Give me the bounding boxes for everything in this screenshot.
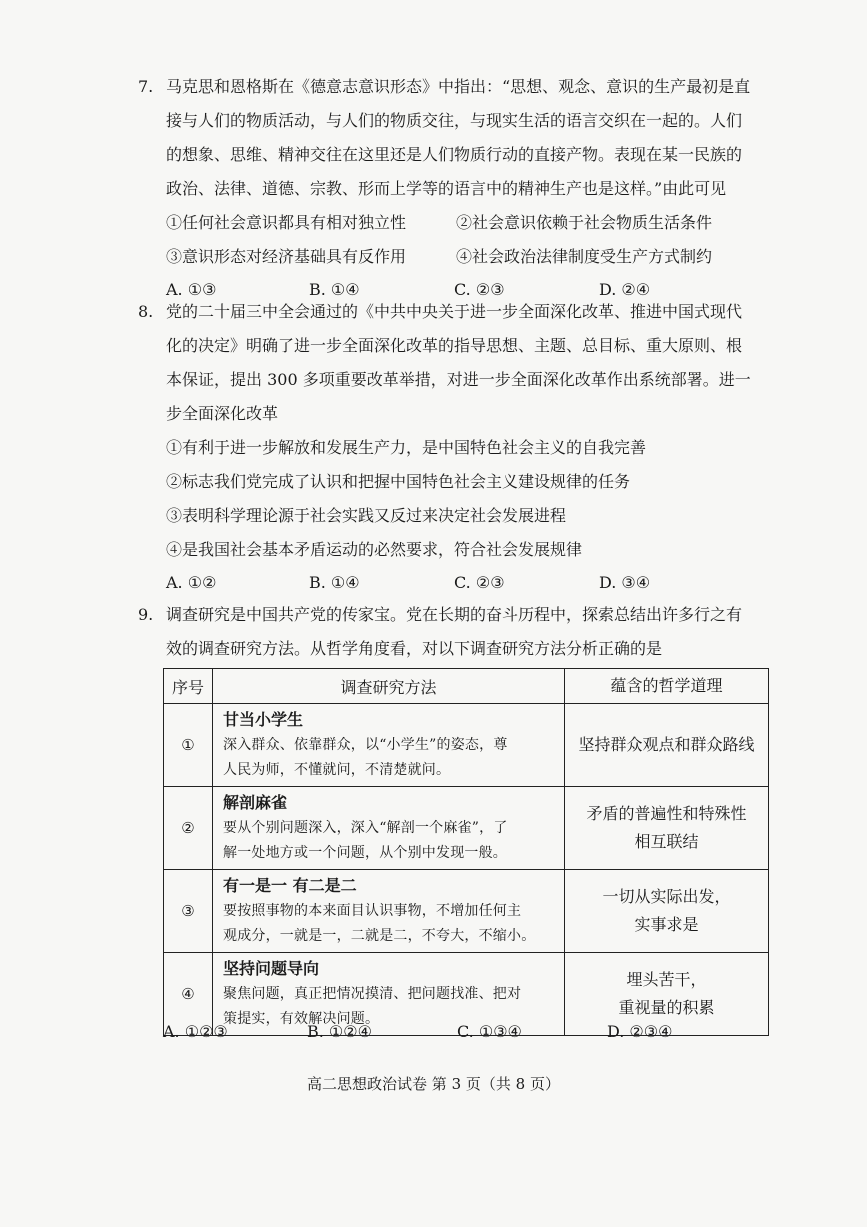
statement-row <box>140 240 755 274</box>
question-text-line: 步全面深化改革 <box>166 404 279 423</box>
row-number: ③ <box>164 870 213 953</box>
row-number: ④ <box>164 953 213 1036</box>
method-title: 坚持问题导向 <box>223 959 320 978</box>
principle-cell <box>565 704 769 787</box>
principle-line: 相互联结 <box>634 832 699 851</box>
row-number: ① <box>164 704 213 787</box>
question-number: 7. <box>138 77 154 96</box>
option-b[interactable]: B. ①④ <box>309 573 360 592</box>
principle-line: 实事求是 <box>634 915 699 934</box>
option-d[interactable]: D. ②④ <box>599 280 651 299</box>
table-row <box>164 704 769 787</box>
table-row <box>164 787 769 870</box>
method-desc: 要从个别问题深入，深入“解剖一个麻雀”，了 <box>223 820 508 836</box>
method-desc: 解一处地方或一个问题，从个别中发现一般。 <box>223 845 507 861</box>
statement: ③意识形态对经济基础具有反作用 <box>166 247 407 266</box>
principle-cell <box>565 787 769 870</box>
option-d[interactable]: D. ③④ <box>599 573 651 592</box>
statement: ④社会政治法律制度受生产方式制约 <box>456 247 713 266</box>
statement-row <box>140 206 755 240</box>
method-cell <box>213 787 565 870</box>
method-desc: 聚焦问题，真正把情况摸清、把问题找准、把对 <box>223 986 522 1002</box>
statement: ②标志我们党完成了认识和把握中国特色社会主义建设规律的任务 <box>166 472 631 491</box>
row-number: ② <box>164 787 213 870</box>
question-number: 9. <box>138 605 154 624</box>
question-text-line: 马克思和恩格斯在《德意志意识形态》中指出：“思想、观念、意识的生产最初是直 <box>166 77 751 96</box>
method-title: 甘当小学生 <box>223 710 304 729</box>
option-b[interactable]: B. ①②④ <box>307 1022 372 1041</box>
method-desc: 要按照事物的本来面目认识事物，不增加任何主 <box>223 903 522 919</box>
option-c[interactable]: C. ①③④ <box>457 1022 522 1041</box>
page-footer: 高二思想政治试卷 第 3 页（共 8 页） <box>307 1075 560 1093</box>
statement: ①有利于进一步解放和发展生产力，是中国特色社会主义的自我完善 <box>166 438 647 457</box>
method-desc: 观成分，一就是一，二就是二，不夸大，不缩小。 <box>223 928 536 944</box>
option-b[interactable]: B. ①④ <box>309 280 360 299</box>
statement: ③表明科学理论源于社会实践又反过来决定社会发展进程 <box>166 506 567 525</box>
option-c[interactable]: C. ②③ <box>454 573 505 592</box>
statement: ①任何社会意识都具有相对独立性 <box>166 213 407 232</box>
question-text-line: 接与人们的物质活动，与人们的物质交往，与现实生活的语言交织在一起的。人们 <box>166 111 743 130</box>
method-cell <box>213 704 565 787</box>
method-title: 有一是一 有二是二 <box>223 876 357 895</box>
option-a[interactable]: A. ①② <box>166 573 217 592</box>
principle-line: 埋头苦干， <box>626 970 707 989</box>
question-text-line: 政治、法律、道德、宗教、形而上学等的语言中的精神生产也是这样。”由此可见 <box>166 179 727 198</box>
method-desc: 深入群众、依靠群众，以“小学生”的姿态，尊 <box>223 737 508 753</box>
principle-cell <box>565 870 769 953</box>
question-text-line: 调查研究是中国共产党的传家宝。党在长期的奋斗历程中，探索总结出许多行之有 <box>166 605 743 624</box>
option-c[interactable]: C. ②③ <box>454 280 505 299</box>
option-a[interactable]: A. ①②③ <box>163 1022 228 1041</box>
principle-line: 矛盾的普遍性和特殊性 <box>586 804 747 823</box>
statement: ②社会意识依赖于社会物质生活条件 <box>456 213 713 232</box>
option-d[interactable]: D. ②③④ <box>607 1022 673 1041</box>
method-desc: 人民为师，不懂就问，不清楚就问。 <box>223 762 451 778</box>
question-9 <box>140 598 755 666</box>
survey-methods-table <box>163 668 769 1036</box>
method-title: 解剖麻雀 <box>223 793 288 812</box>
answer-options <box>163 1022 672 1041</box>
question-8 <box>140 295 755 599</box>
question-number: 8. <box>138 302 154 321</box>
question-text-line: 的想象、思维、精神交往在这里还是人们物质行动的直接产物。表现在某一民族的 <box>166 145 743 164</box>
question-text-line: 效的调查研究方法。从哲学角度看，对以下调查研究方法分析正确的是 <box>166 639 663 658</box>
question-text-line: 党的二十届三中全会通过的《中共中央关于进一步全面深化改革、推进中国式现代 <box>166 302 743 321</box>
principle-line: 一切从实际出发， <box>602 887 731 906</box>
table-header: 调查研究方法 <box>213 669 565 704</box>
question-text-line: 化的决定》明确了进一步全面深化改革的指导思想、主题、总目标、重大原则、根 <box>166 336 743 355</box>
principle-line: 坚持群众观点和群众路线 <box>578 735 755 754</box>
question-7 <box>140 70 755 306</box>
statement: ④是我国社会基本矛盾运动的必然要求，符合社会发展规律 <box>166 540 583 559</box>
method-cell <box>213 870 565 953</box>
table-header: 蕴含的哲学道理 <box>565 669 769 704</box>
option-a[interactable]: A. ①③ <box>166 280 217 299</box>
table-row <box>164 870 769 953</box>
answer-options <box>140 567 755 599</box>
question-text-line: 本保证，提出 300 多项重要改革举措，对进一步全面深化改革作出系统部署。进一 <box>166 370 751 389</box>
table-header: 序号 <box>164 669 213 704</box>
principle-line: 重视量的积累 <box>618 998 715 1017</box>
method-desc: 策提实，有效解决问题。 <box>223 1011 380 1027</box>
table-header-row <box>164 669 769 704</box>
